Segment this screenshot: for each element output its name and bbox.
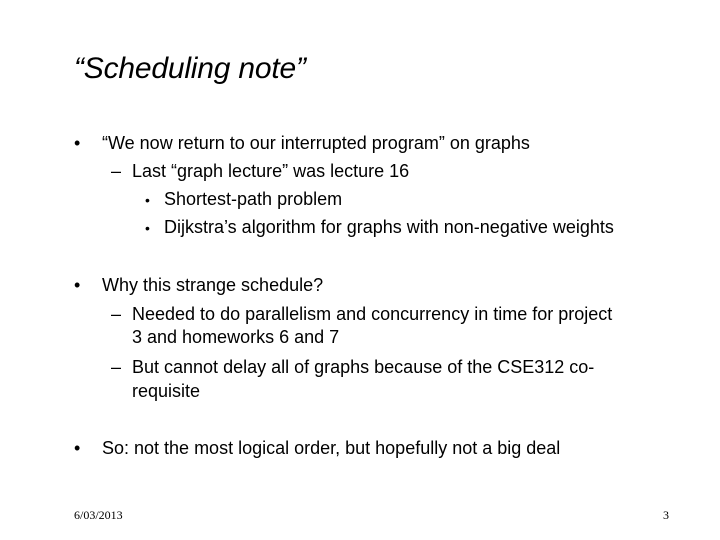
footer-date: 6/03/2013 [74, 508, 123, 522]
slide-title: “Scheduling note” [74, 52, 306, 85]
bullet-2-text: Why this strange schedule? [102, 275, 324, 295]
bullet-3-text: So: not the most logical order, but hopefully not a big deal [102, 438, 561, 458]
sub-bullet-marker: • [145, 220, 150, 236]
bullet-marker: • [74, 438, 81, 458]
bullet-1-sub-1-sub-2-text: Dijkstra’s algorithm for graphs with non-negative weights [164, 217, 614, 237]
bullet-2-sub-2-line2: requisite [132, 381, 201, 401]
page-number: 3 [663, 508, 669, 522]
bullet-1-sub-1-sub-1-text: Shortest-path problem [164, 189, 343, 209]
bullet-1-sub-1-text: Last “graph lecture” was lecture 16 [132, 161, 410, 181]
bullet-2-sub-2-line1: But cannot delay all of graphs because of the CSE312 co- [132, 357, 595, 377]
dash-marker: – [111, 357, 122, 377]
dash-marker: – [111, 304, 122, 324]
bullet-marker: • [74, 275, 81, 295]
dash-marker: – [111, 161, 122, 181]
sub-bullet-marker: • [145, 192, 150, 208]
bullet-2-sub-1-line1: Needed to do parallelism and concurrency in time for project [132, 304, 613, 324]
bullet-marker: • [74, 133, 81, 153]
bullet-2-sub-1-line2: 3 and homeworks 6 and 7 [132, 327, 340, 347]
bullet-1-text: “We now return to our interrupted program” on graphs [102, 133, 530, 153]
